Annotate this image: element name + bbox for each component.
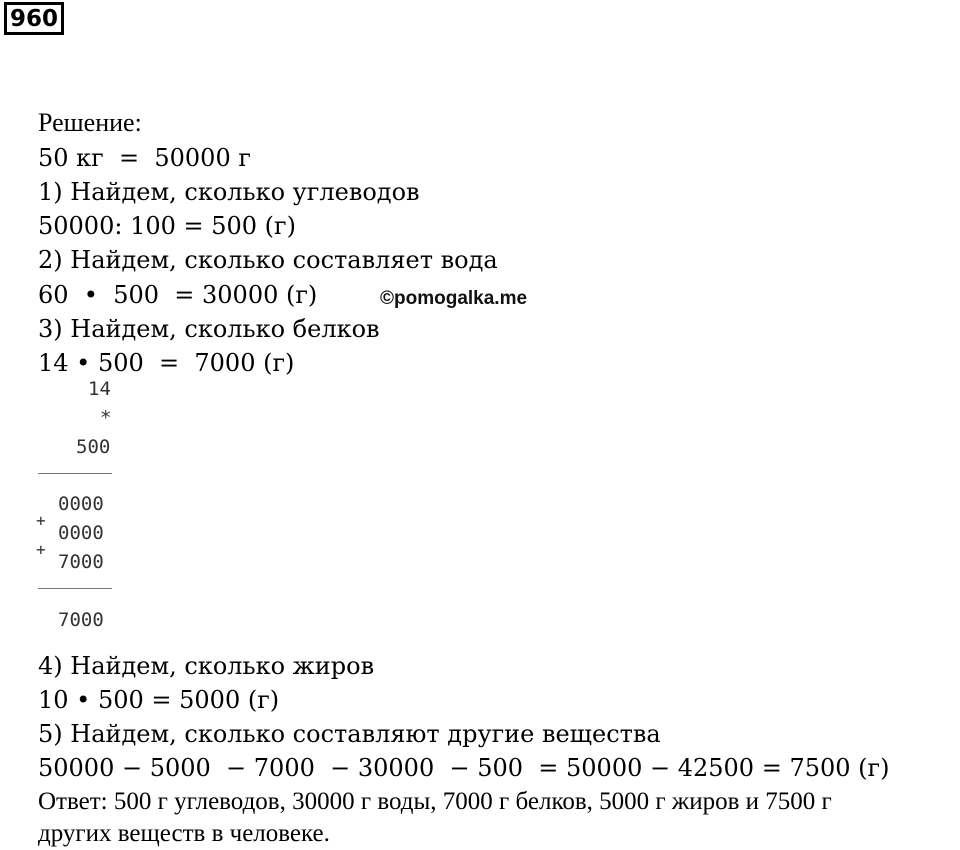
step-4-label: 4) Найдем, сколько жиров (38, 652, 375, 680)
column-rule-top (38, 473, 112, 474)
problem-number-badge: 960 (4, 2, 64, 35)
column-partial-3: 7000 (58, 551, 104, 573)
column-plus-sign-1: + (36, 511, 46, 530)
step-5-label: 5) Найдем, сколько составляют другие вещества (38, 720, 661, 748)
step-3-calculation: 14 • 500 = 7000 (г) (38, 349, 295, 377)
column-factor-2: 500 (76, 436, 111, 458)
step-1-label: 1) Найдем, сколько углеводов (38, 178, 420, 206)
step-4-calculation: 10 • 500 = 5000 (г) (38, 686, 280, 714)
step-2-calculation: 60 • 500 = 30000 (г) (38, 281, 318, 309)
column-factor-1: 14 (88, 378, 111, 400)
column-rule-bottom (38, 588, 112, 589)
column-result: 7000 (58, 609, 104, 631)
step-3-label: 3) Найдем, сколько белков (38, 315, 380, 343)
watermark-text: ©pomogalka.me (380, 288, 528, 309)
step-1-calculation: 50000: 100 = 500 (г) (38, 212, 296, 240)
step-5-calculation: 50000 − 5000 − 7000 − 30000 − 500 = 50000 − 42500 = 7500 (г) (38, 754, 890, 782)
column-partial-1: 0000 (58, 493, 104, 515)
column-plus-sign-2: + (36, 540, 46, 559)
column-multiply-sign: * (100, 407, 112, 429)
solution-heading: Решение: (38, 108, 142, 137)
step-2-label: 2) Найдем, сколько составляет вода (38, 246, 498, 274)
answer-line-1: Ответ: 500 г углеводов, 30000 г воды, 7000 г белков, 5000 г жиров и 7500 г (38, 788, 832, 815)
column-partial-2: 0000 (58, 522, 104, 544)
unit-conversion-line: 50 кг = 50000 г (38, 144, 251, 172)
answer-line-2: других веществ в человеке. (38, 820, 330, 847)
